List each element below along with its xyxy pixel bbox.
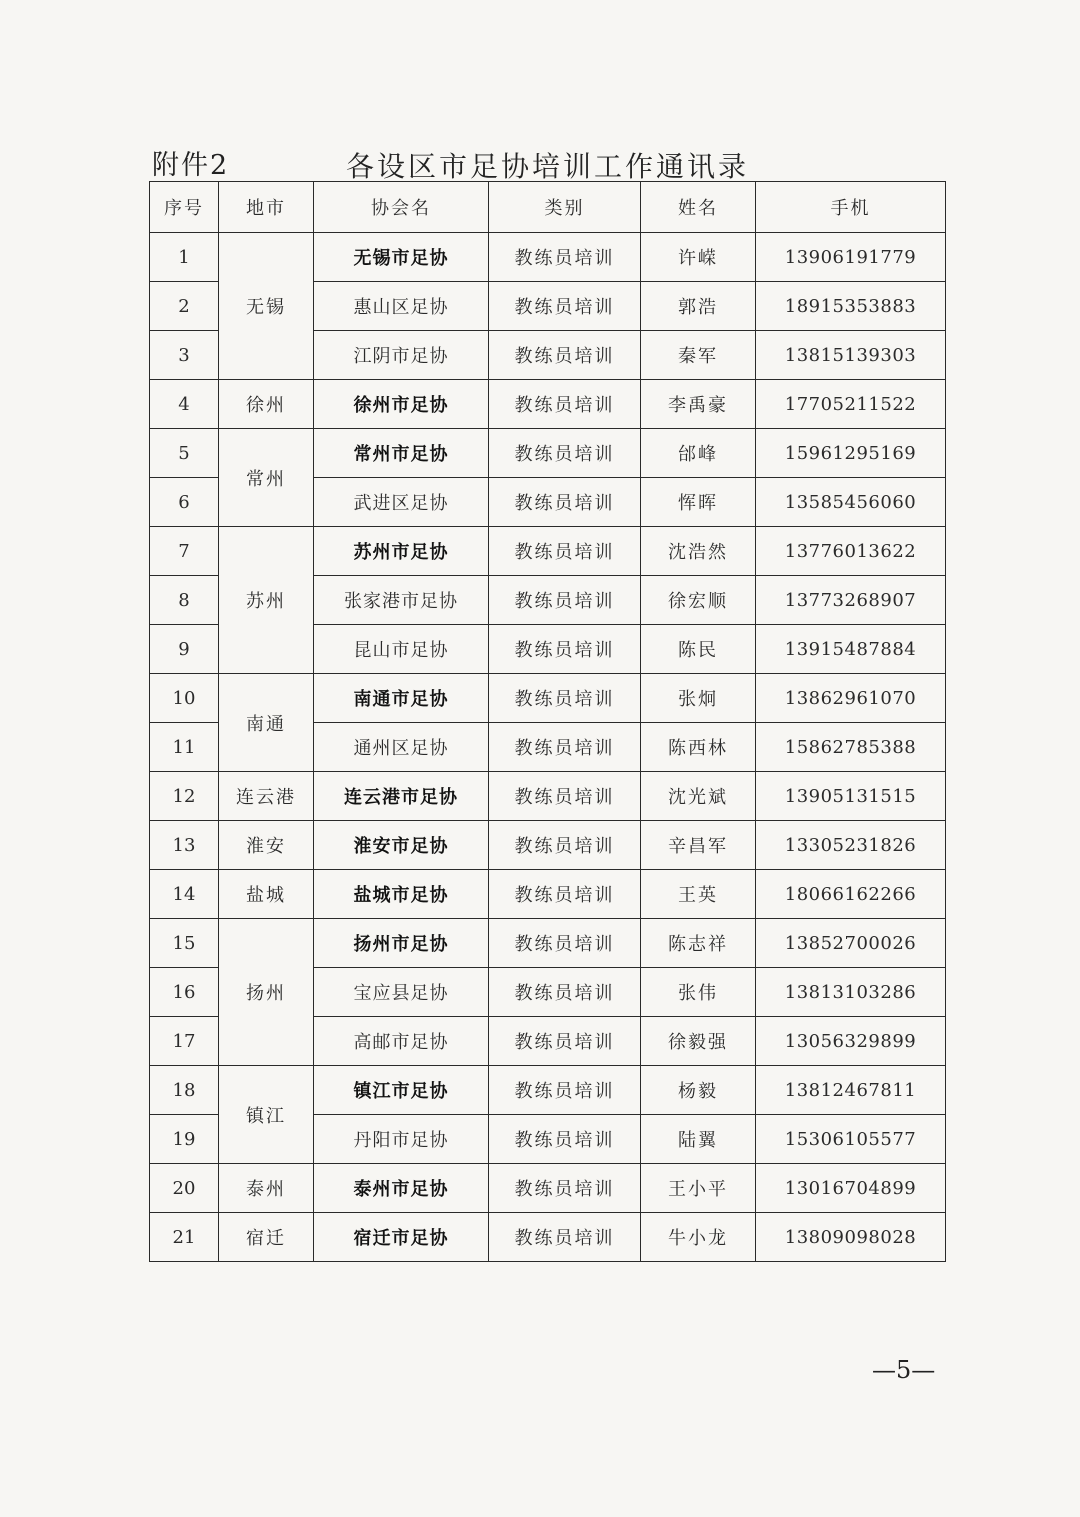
cell-category: 教练员培训 — [489, 1213, 641, 1262]
table-row — [150, 1213, 946, 1262]
cell-category: 教练员培训 — [489, 723, 641, 772]
cell-category: 教练员培训 — [489, 527, 641, 576]
cell-serial: 9 — [150, 625, 219, 674]
table-row — [150, 772, 946, 821]
cell-phone: 13815139303 — [756, 331, 946, 380]
cell-phone: 13906191779 — [756, 233, 946, 282]
cell-contact-name: 王小平 — [641, 1164, 756, 1213]
cell-phone: 13905131515 — [756, 772, 946, 821]
cell-phone: 13915487884 — [756, 625, 946, 674]
table-row — [150, 919, 946, 968]
cell-serial: 16 — [150, 968, 219, 1017]
cell-category: 教练员培训 — [489, 821, 641, 870]
cell-phone: 18066162266 — [756, 870, 946, 919]
cell-category: 教练员培训 — [489, 772, 641, 821]
table-row — [150, 1164, 946, 1213]
cell-phone: 13862961070 — [756, 674, 946, 723]
cell-serial: 1 — [150, 233, 219, 282]
cell-serial: 8 — [150, 576, 219, 625]
cell-serial: 20 — [150, 1164, 219, 1213]
cell-city: 徐州 — [219, 380, 314, 429]
cell-phone: 18915353883 — [756, 282, 946, 331]
cell-phone: 17705211522 — [756, 380, 946, 429]
cell-association: 无锡市足协 — [314, 233, 489, 282]
cell-city: 泰州 — [219, 1164, 314, 1213]
cell-serial: 7 — [150, 527, 219, 576]
cell-association: 昆山市足协 — [314, 625, 489, 674]
cell-contact-name: 徐宏顺 — [641, 576, 756, 625]
cell-association: 盐城市足协 — [314, 870, 489, 919]
cell-phone: 15961295169 — [756, 429, 946, 478]
cell-city: 宿迁 — [219, 1213, 314, 1262]
cell-serial: 6 — [150, 478, 219, 527]
cell-association: 连云港市足协 — [314, 772, 489, 821]
table-row — [150, 821, 946, 870]
cell-serial: 4 — [150, 380, 219, 429]
cell-association: 镇江市足协 — [314, 1066, 489, 1115]
cell-contact-name: 牛小龙 — [641, 1213, 756, 1262]
cell-association: 南通市足协 — [314, 674, 489, 723]
cell-city: 淮安 — [219, 821, 314, 870]
table-row — [150, 527, 946, 576]
cell-phone: 13809098028 — [756, 1213, 946, 1262]
cell-contact-name: 许嵘 — [641, 233, 756, 282]
cell-association: 宿迁市足协 — [314, 1213, 489, 1262]
cell-contact-name: 李禹豪 — [641, 380, 756, 429]
cell-contact-name: 沈光斌 — [641, 772, 756, 821]
cell-association: 通州区足协 — [314, 723, 489, 772]
attachment-label: 附件2 — [152, 150, 230, 181]
page-number: —5— — [872, 1356, 936, 1384]
cell-serial: 21 — [150, 1213, 219, 1262]
cell-serial: 11 — [150, 723, 219, 772]
header-city: 地市 — [219, 182, 314, 233]
cell-category: 教练员培训 — [489, 1164, 641, 1213]
cell-contact-name: 杨毅 — [641, 1066, 756, 1115]
cell-association: 扬州市足协 — [314, 919, 489, 968]
cell-category: 教练员培训 — [489, 1017, 641, 1066]
cell-category: 教练员培训 — [489, 478, 641, 527]
table-row — [150, 1066, 946, 1115]
table-row — [150, 674, 946, 723]
cell-city: 南通 — [219, 674, 314, 772]
cell-contact-name: 张伟 — [641, 968, 756, 1017]
page-title: 各设区市足协培训工作通讯录 — [346, 150, 750, 183]
cell-city: 连云港 — [219, 772, 314, 821]
table-body — [150, 233, 946, 1262]
cell-association: 丹阳市足协 — [314, 1115, 489, 1164]
cell-phone: 15306105577 — [756, 1115, 946, 1164]
cell-serial: 5 — [150, 429, 219, 478]
cell-contact-name: 陆翼 — [641, 1115, 756, 1164]
cell-association: 高邮市足协 — [314, 1017, 489, 1066]
cell-association: 徐州市足协 — [314, 380, 489, 429]
cell-contact-name: 张炯 — [641, 674, 756, 723]
contact-table — [149, 181, 946, 1262]
cell-category: 教练员培训 — [489, 331, 641, 380]
cell-phone: 13773268907 — [756, 576, 946, 625]
cell-phone: 13056329899 — [756, 1017, 946, 1066]
header-association: 协会名 — [314, 182, 489, 233]
table-row — [150, 429, 946, 478]
cell-city: 盐城 — [219, 870, 314, 919]
cell-category: 教练员培训 — [489, 625, 641, 674]
cell-city: 镇江 — [219, 1066, 314, 1164]
cell-association: 淮安市足协 — [314, 821, 489, 870]
cell-contact-name: 邰峰 — [641, 429, 756, 478]
cell-contact-name: 辛昌军 — [641, 821, 756, 870]
cell-city: 无锡 — [219, 233, 314, 380]
cell-association: 宝应县足协 — [314, 968, 489, 1017]
cell-category: 教练员培训 — [489, 968, 641, 1017]
cell-category: 教练员培训 — [489, 674, 641, 723]
table-row — [150, 233, 946, 282]
cell-city: 苏州 — [219, 527, 314, 674]
cell-contact-name: 恽晖 — [641, 478, 756, 527]
header-phone: 手机 — [756, 182, 946, 233]
cell-serial: 10 — [150, 674, 219, 723]
cell-category: 教练员培训 — [489, 1115, 641, 1164]
cell-association: 武进区足协 — [314, 478, 489, 527]
cell-contact-name: 沈浩然 — [641, 527, 756, 576]
header-serial: 序号 — [150, 182, 219, 233]
cell-serial: 2 — [150, 282, 219, 331]
header-category: 类别 — [489, 182, 641, 233]
cell-phone: 13776013622 — [756, 527, 946, 576]
cell-serial: 14 — [150, 870, 219, 919]
cell-phone: 13852700026 — [756, 919, 946, 968]
cell-contact-name: 郭浩 — [641, 282, 756, 331]
cell-city: 常州 — [219, 429, 314, 527]
cell-serial: 19 — [150, 1115, 219, 1164]
table-header-row — [150, 182, 946, 233]
cell-contact-name: 徐毅强 — [641, 1017, 756, 1066]
cell-contact-name: 陈西林 — [641, 723, 756, 772]
cell-association: 泰州市足协 — [314, 1164, 489, 1213]
table-row — [150, 380, 946, 429]
cell-category: 教练员培训 — [489, 576, 641, 625]
cell-serial: 15 — [150, 919, 219, 968]
cell-category: 教练员培训 — [489, 380, 641, 429]
cell-contact-name: 王英 — [641, 870, 756, 919]
cell-serial: 18 — [150, 1066, 219, 1115]
cell-category: 教练员培训 — [489, 1066, 641, 1115]
cell-category: 教练员培训 — [489, 282, 641, 331]
cell-serial: 12 — [150, 772, 219, 821]
cell-association: 常州市足协 — [314, 429, 489, 478]
cell-contact-name: 秦军 — [641, 331, 756, 380]
cell-phone: 13016704899 — [756, 1164, 946, 1213]
cell-category: 教练员培训 — [489, 919, 641, 968]
cell-category: 教练员培训 — [489, 429, 641, 478]
cell-contact-name: 陈民 — [641, 625, 756, 674]
table-row — [150, 870, 946, 919]
cell-phone: 15862785388 — [756, 723, 946, 772]
cell-phone: 13812467811 — [756, 1066, 946, 1115]
cell-association: 苏州市足协 — [314, 527, 489, 576]
cell-association: 江阴市足协 — [314, 331, 489, 380]
cell-city: 扬州 — [219, 919, 314, 1066]
header-name: 姓名 — [641, 182, 756, 233]
cell-phone: 13305231826 — [756, 821, 946, 870]
cell-association: 惠山区足协 — [314, 282, 489, 331]
cell-phone: 13813103286 — [756, 968, 946, 1017]
cell-category: 教练员培训 — [489, 870, 641, 919]
cell-category: 教练员培训 — [489, 233, 641, 282]
cell-contact-name: 陈志祥 — [641, 919, 756, 968]
cell-serial: 17 — [150, 1017, 219, 1066]
cell-phone: 13585456060 — [756, 478, 946, 527]
cell-association: 张家港市足协 — [314, 576, 489, 625]
cell-serial: 3 — [150, 331, 219, 380]
cell-serial: 13 — [150, 821, 219, 870]
